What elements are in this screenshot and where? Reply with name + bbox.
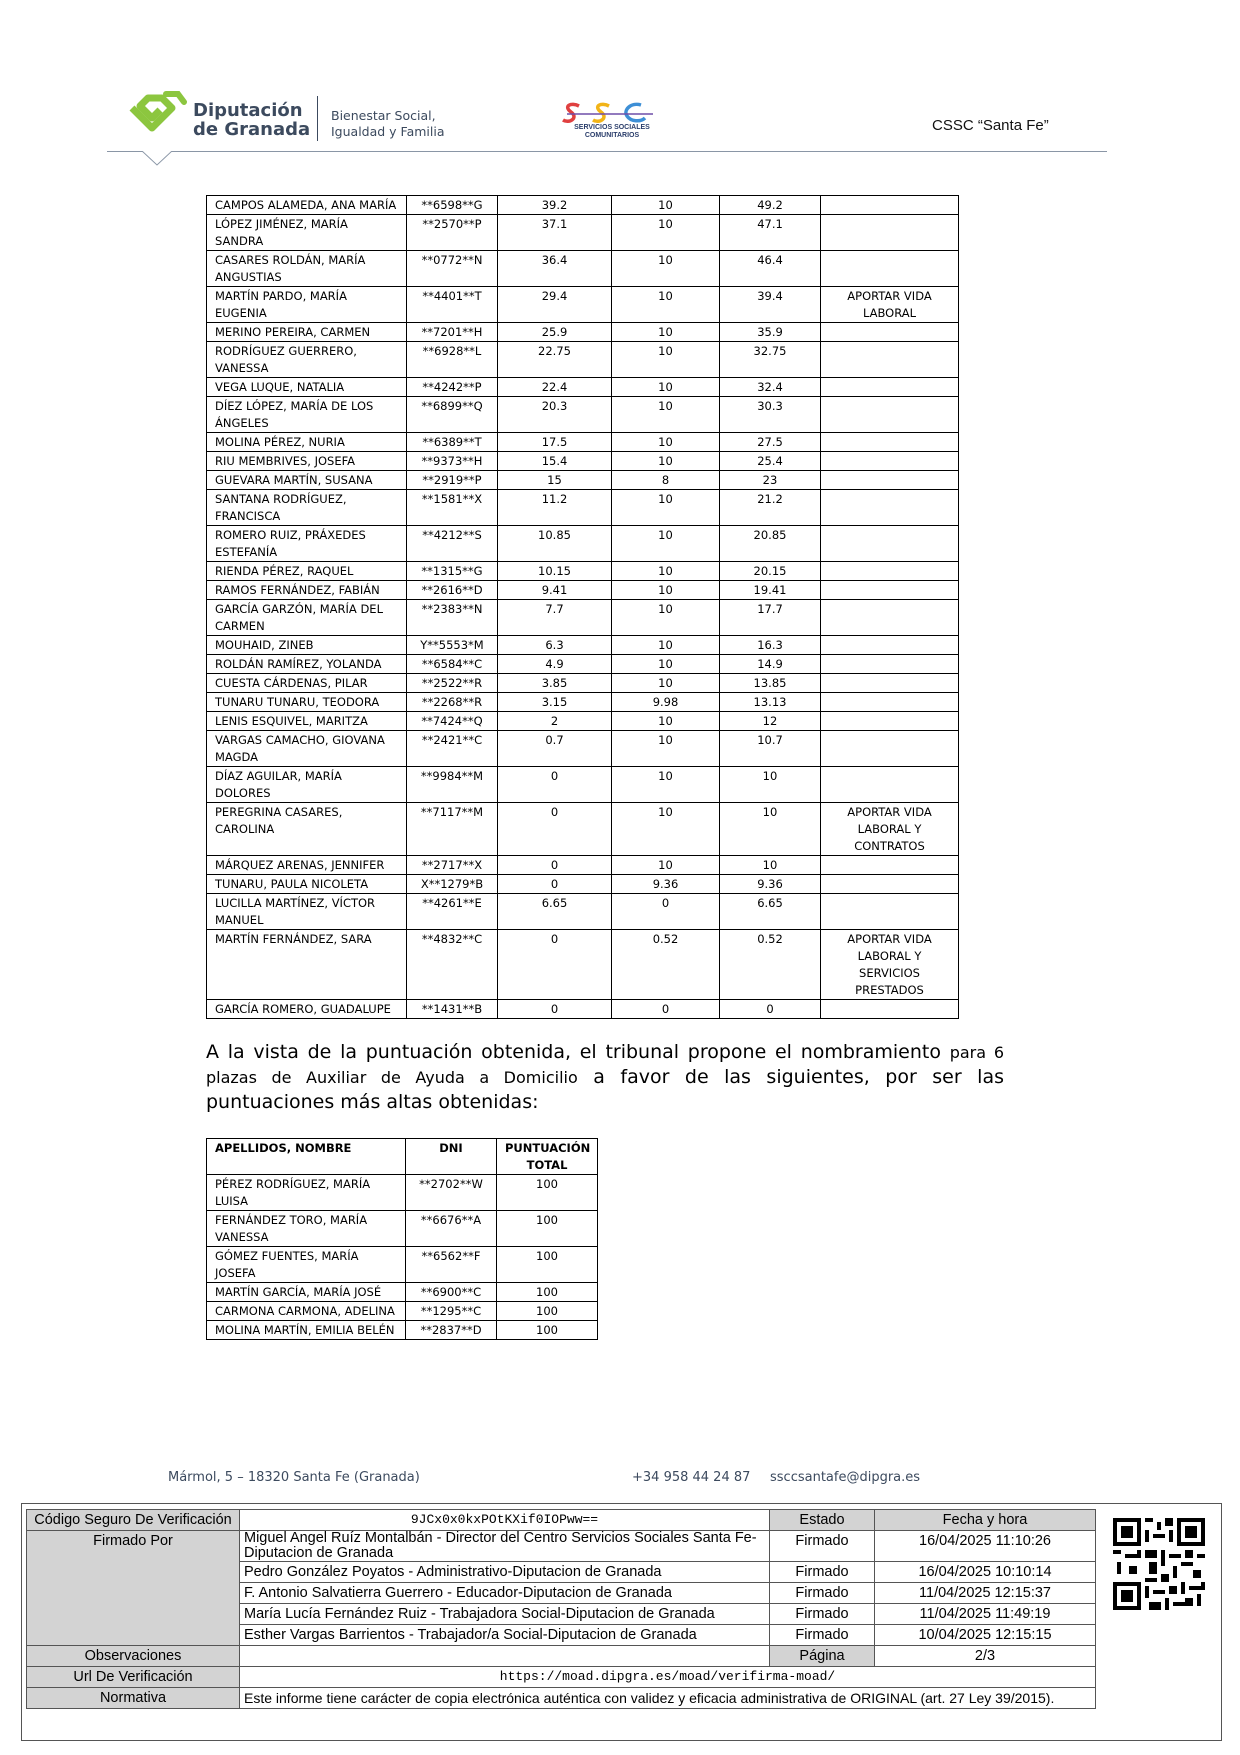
header-rule	[107, 151, 1107, 152]
candidate-name: LENIS ESQUIVEL, MARITZA	[207, 712, 407, 731]
candidate-observation	[821, 693, 959, 712]
selected-dni: **1295**C	[406, 1302, 497, 1321]
signer-date: 16/04/2025 10:10:14	[875, 1562, 1096, 1583]
table-row	[207, 731, 959, 767]
normativa-label: Normativa	[27, 1688, 240, 1709]
candidate-score-1: 9.41	[498, 581, 612, 600]
candidate-name: GARCÍA GARZÓN, MARÍA DEL CARMEN	[207, 600, 407, 636]
candidate-observation	[821, 433, 959, 452]
table-row	[207, 287, 959, 323]
table-row	[207, 452, 959, 471]
candidate-observation	[821, 581, 959, 600]
candidate-score-2: 10	[612, 378, 720, 397]
url-label: Url De Verificación	[27, 1667, 240, 1688]
candidate-score-2: 10	[612, 397, 720, 433]
candidate-observation	[821, 767, 959, 803]
csv-value: 9JCx0x0kxPOtKXif0IOPww==	[240, 1510, 770, 1531]
diputacion-logo-icon	[128, 88, 190, 138]
candidate-total: 23	[720, 471, 821, 490]
qr-code-icon	[1113, 1518, 1205, 1610]
candidate-dni: **7424**Q	[407, 712, 498, 731]
candidate-score-1: 0	[498, 803, 612, 856]
org-area	[331, 108, 445, 140]
candidate-total: 0.52	[720, 930, 821, 1000]
footer-phone: +34 958 44 24 87	[632, 1470, 751, 1485]
table-row	[207, 636, 959, 655]
candidate-observation	[821, 712, 959, 731]
candidate-observation	[821, 342, 959, 378]
table-row	[207, 930, 959, 1000]
candidate-score-1: 15.4	[498, 452, 612, 471]
table-row	[207, 196, 959, 215]
candidate-score-2: 10	[612, 196, 720, 215]
candidate-name: DÍAZ AGUILAR, MARÍA DOLORES	[207, 767, 407, 803]
table-row	[207, 526, 959, 562]
signer-status: Firmado	[770, 1583, 875, 1604]
candidate-observation	[821, 856, 959, 875]
candidate-dni: **4261**E	[407, 894, 498, 930]
signer-status: Firmado	[770, 1604, 875, 1625]
candidate-score-1: 0	[498, 856, 612, 875]
candidate-score-1: 7.7	[498, 600, 612, 636]
proposal-text-part1: A la vista de la puntuación obtenida, el tribunal propone el nombramiento	[206, 1041, 950, 1063]
candidate-score-1: 20.3	[498, 397, 612, 433]
candidate-total: 10.7	[720, 731, 821, 767]
candidate-name: DÍEZ LÓPEZ, MARÍA DE LOS ÁNGELES	[207, 397, 407, 433]
candidate-score-1: 29.4	[498, 287, 612, 323]
candidate-observation	[821, 397, 959, 433]
candidate-dni: **7201**H	[407, 323, 498, 342]
candidate-name: LÓPEZ JIMÉNEZ, MARÍA SANDRA	[207, 215, 407, 251]
ssc-logo-text	[557, 124, 667, 140]
signer-status: Firmado	[770, 1531, 875, 1562]
ssc-logo-icon	[557, 100, 667, 126]
candidate-score-1: 25.9	[498, 323, 612, 342]
firmado-por-label: Firmado Por	[27, 1531, 240, 1646]
candidate-name: MERINO PEREIRA, CARMEN	[207, 323, 407, 342]
signer-name: María Lucía Fernández Ruiz - Trabajadora Social-Diputacion de Granada	[240, 1604, 770, 1625]
candidate-name: CASARES ROLDÁN, MARÍA ANGUSTIAS	[207, 251, 407, 287]
candidate-name: RIENDA PÉREZ, RAQUEL	[207, 562, 407, 581]
candidate-total: 27.5	[720, 433, 821, 452]
candidate-score-2: 0.52	[612, 930, 720, 1000]
candidate-dni: X**1279*B	[407, 875, 498, 894]
candidate-dni: **7117**M	[407, 803, 498, 856]
candidate-name: GARCÍA ROMERO, GUADALUPE	[207, 1000, 407, 1019]
proposal-text-part3: a favor de las siguientes, por ser las puntuaciones más altas obtenidas:	[206, 1066, 1004, 1113]
ssc-logo	[557, 100, 667, 144]
center-name: CSSC “Santa Fe”	[932, 117, 1049, 134]
candidate-score-2: 10	[612, 581, 720, 600]
fecha-label: Fecha y hora	[875, 1510, 1096, 1531]
candidate-total: 6.65	[720, 894, 821, 930]
candidate-observation	[821, 251, 959, 287]
candidate-score-1: 0	[498, 1000, 612, 1019]
candidate-dni: **9373**H	[407, 452, 498, 471]
candidate-score-1: 39.2	[498, 196, 612, 215]
candidate-total: 35.9	[720, 323, 821, 342]
table-row	[207, 712, 959, 731]
candidate-name: CAMPOS ALAMEDA, ANA MARÍA	[207, 196, 407, 215]
signer-date: 11/04/2025 12:15:37	[875, 1583, 1096, 1604]
url-row	[27, 1667, 1096, 1688]
header-notch-icon	[142, 151, 172, 169]
footer-email[interactable]: ssccsantafe@dipgra.es	[770, 1470, 921, 1485]
selected-total: 100	[497, 1302, 598, 1321]
candidate-total: 12	[720, 712, 821, 731]
candidate-dni: **2570**P	[407, 215, 498, 251]
table-row	[207, 1211, 598, 1247]
selected-total: 100	[497, 1321, 598, 1340]
candidate-score-2: 10	[612, 452, 720, 471]
selected-dni: **2702**W	[406, 1175, 497, 1211]
org-area-line2: Igualdad y Familia	[331, 124, 445, 139]
candidate-score-1: 4.9	[498, 655, 612, 674]
signer-status: Firmado	[770, 1562, 875, 1583]
candidate-observation	[821, 655, 959, 674]
selected-total: 100	[497, 1283, 598, 1302]
candidate-total: 14.9	[720, 655, 821, 674]
page-header	[0, 0, 1240, 175]
table-row	[207, 562, 959, 581]
candidate-observation: APORTAR VIDA LABORAL Y SERVICIOS PRESTADOS	[821, 930, 959, 1000]
candidate-score-2: 10	[612, 636, 720, 655]
candidate-name: PEREGRINA CASARES, CAROLINA	[207, 803, 407, 856]
scores-table-body	[207, 196, 959, 1019]
candidate-total: 49.2	[720, 196, 821, 215]
table-row	[207, 1000, 959, 1019]
column-header-dni: DNI	[406, 1139, 497, 1175]
candidate-dni: **1315**G	[407, 562, 498, 581]
candidate-score-1: 10.85	[498, 526, 612, 562]
candidate-observation	[821, 562, 959, 581]
candidate-score-2: 9.98	[612, 693, 720, 712]
table-row	[207, 693, 959, 712]
observaciones-label: Observaciones	[27, 1646, 240, 1667]
selected-name: MOLINA MARTÍN, EMILIA BELÉN	[207, 1321, 406, 1340]
table-row	[207, 600, 959, 636]
candidate-total: 10	[720, 803, 821, 856]
candidate-score-2: 10	[612, 674, 720, 693]
candidate-observation	[821, 215, 959, 251]
candidate-total: 17.7	[720, 600, 821, 636]
table-row	[207, 1175, 598, 1211]
candidate-dni: **2616**D	[407, 581, 498, 600]
candidate-name: GUEVARA MARTÍN, SUSANA	[207, 471, 407, 490]
candidate-total: 32.75	[720, 342, 821, 378]
candidate-dni: **2268**R	[407, 693, 498, 712]
org-name-line2: de Granada	[193, 119, 311, 140]
candidate-dni: **4401**T	[407, 287, 498, 323]
candidate-dni: **2919**P	[407, 471, 498, 490]
candidate-observation	[821, 378, 959, 397]
table-row	[207, 767, 959, 803]
candidate-observation	[821, 636, 959, 655]
org-name-line1: Diputación	[193, 100, 303, 121]
candidate-dni: **4242**P	[407, 378, 498, 397]
candidate-score-1: 2	[498, 712, 612, 731]
candidate-name: VEGA LUQUE, NATALIA	[207, 378, 407, 397]
signature-table-body	[27, 1510, 1096, 1709]
selected-table	[206, 1138, 598, 1340]
candidate-score-2: 10	[612, 323, 720, 342]
signer-date: 16/04/2025 11:10:26	[875, 1531, 1096, 1562]
table-row	[207, 323, 959, 342]
selected-table-header-row	[207, 1139, 598, 1175]
selected-name: PÉREZ RODRÍGUEZ, MARÍA LUISA	[207, 1175, 406, 1211]
candidate-score-2: 10	[612, 712, 720, 731]
candidate-dni: **1431**B	[407, 1000, 498, 1019]
candidate-observation	[821, 600, 959, 636]
candidate-score-1: 6.65	[498, 894, 612, 930]
candidate-dni: **2383**N	[407, 600, 498, 636]
signer-name: F. Antonio Salvatierra Guerrero - Educador-Diputacion de Granada	[240, 1583, 770, 1604]
proposal-paragraph	[206, 1040, 1004, 1115]
org-name	[193, 101, 310, 139]
candidate-observation: APORTAR VIDA LABORAL	[821, 287, 959, 323]
candidate-score-1: 3.15	[498, 693, 612, 712]
selected-dni: **2837**D	[406, 1321, 497, 1340]
candidate-dni: **6899**Q	[407, 397, 498, 433]
candidate-name: MÁRQUEZ ARENAS, JENNIFER	[207, 856, 407, 875]
table-row	[207, 894, 959, 930]
candidate-total: 30.3	[720, 397, 821, 433]
table-row	[207, 674, 959, 693]
candidate-name: MARTÍN PARDO, MARÍA EUGENIA	[207, 287, 407, 323]
candidate-observation	[821, 1000, 959, 1019]
candidate-observation	[821, 674, 959, 693]
selected-name: CARMONA CARMONA, ADELINA	[207, 1302, 406, 1321]
signer-row	[27, 1531, 1096, 1562]
signer-date: 11/04/2025 11:49:19	[875, 1604, 1096, 1625]
table-row	[207, 215, 959, 251]
normativa-row	[27, 1688, 1096, 1709]
candidate-observation	[821, 196, 959, 215]
table-row	[207, 342, 959, 378]
candidate-score-2: 9.36	[612, 875, 720, 894]
observaciones-row	[27, 1646, 1096, 1667]
table-row	[207, 433, 959, 452]
candidate-total: 13.85	[720, 674, 821, 693]
ssc-logo-text-line2: COMUNITARIOS	[584, 132, 640, 139]
candidate-observation	[821, 471, 959, 490]
selected-dni: **6900**C	[406, 1283, 497, 1302]
candidate-total: 32.4	[720, 378, 821, 397]
table-row	[207, 1247, 598, 1283]
selected-table-body	[207, 1175, 598, 1340]
candidate-observation: APORTAR VIDA LABORAL Y CONTRATOS	[821, 803, 959, 856]
candidate-score-2: 10	[612, 526, 720, 562]
candidate-dni: **6598**G	[407, 196, 498, 215]
candidate-dni: **4832**C	[407, 930, 498, 1000]
selected-dni: **6562**F	[406, 1247, 497, 1283]
url-value[interactable]: https://moad.dipgra.es/moad/verifirma-moad/	[240, 1667, 1096, 1688]
candidate-dni: **2717**X	[407, 856, 498, 875]
candidate-score-1: 15	[498, 471, 612, 490]
estado-label: Estado	[770, 1510, 875, 1531]
candidate-score-1: 10.15	[498, 562, 612, 581]
table-row	[207, 581, 959, 600]
table-row	[207, 655, 959, 674]
candidate-score-2: 10	[612, 767, 720, 803]
table-row	[207, 490, 959, 526]
candidate-score-2: 10	[612, 215, 720, 251]
candidate-total: 20.15	[720, 562, 821, 581]
signer-name: Pedro González Poyatos - Administrativo-Diputacion de Granada	[240, 1562, 770, 1583]
candidate-score-2: 10	[612, 600, 720, 636]
header-separator	[317, 96, 318, 141]
signer-name: Miguel Angel Ruíz Montalbán - Director del Centro Servicios Sociales Santa Fe-Diputacion de Granada	[240, 1531, 770, 1562]
candidate-name: MOUHAID, ZINEB	[207, 636, 407, 655]
candidate-score-1: 11.2	[498, 490, 612, 526]
candidate-name: RIU MEMBRIVES, JOSEFA	[207, 452, 407, 471]
candidate-score-1: 0	[498, 875, 612, 894]
candidate-score-2: 10	[612, 562, 720, 581]
candidate-total: 10	[720, 856, 821, 875]
candidate-total: 19.41	[720, 581, 821, 600]
candidate-total: 25.4	[720, 452, 821, 471]
candidate-total: 16.3	[720, 636, 821, 655]
candidate-observation	[821, 452, 959, 471]
normativa-value: Este informe tiene carácter de copia electrónica auténtica con validez y eficacia administrativa de ORIGINAL (art. 27 Ley 39/2015).	[240, 1688, 1096, 1709]
candidate-name: ROLDÁN RAMÍREZ, YOLANDA	[207, 655, 407, 674]
candidate-score-2: 10	[612, 490, 720, 526]
candidate-dni: **2421**C	[407, 731, 498, 767]
candidate-score-1: 6.3	[498, 636, 612, 655]
scores-table	[206, 195, 959, 1019]
selected-total: 100	[497, 1211, 598, 1247]
table-row	[207, 251, 959, 287]
table-row	[207, 471, 959, 490]
column-header-total: PUNTUACIÓN TOTAL	[497, 1139, 598, 1175]
signer-name: Esther Vargas Barrientos - Trabajador/a Social-Diputacion de Granada	[240, 1625, 770, 1646]
org-area-line1: Bienestar Social,	[331, 108, 436, 123]
candidate-observation	[821, 526, 959, 562]
candidate-dni: **6928**L	[407, 342, 498, 378]
candidate-dni: **6389**T	[407, 433, 498, 452]
candidate-score-2: 10	[612, 433, 720, 452]
candidate-name: RAMOS FERNÁNDEZ, FABIÁN	[207, 581, 407, 600]
candidate-name: SANTANA RODRÍGUEZ, FRANCISCA	[207, 490, 407, 526]
candidate-score-2: 0	[612, 894, 720, 930]
candidate-score-1: 36.4	[498, 251, 612, 287]
signer-status: Firmado	[770, 1625, 875, 1646]
candidate-score-1: 0	[498, 930, 612, 1000]
candidate-total: 13.13	[720, 693, 821, 712]
table-row	[207, 397, 959, 433]
candidate-observation	[821, 731, 959, 767]
selected-name: GÓMEZ FUENTES, MARÍA JOSEFA	[207, 1247, 406, 1283]
candidate-dni: **9984**M	[407, 767, 498, 803]
candidate-total: 0	[720, 1000, 821, 1019]
candidate-score-2: 10	[612, 342, 720, 378]
candidate-score-1: 0.7	[498, 731, 612, 767]
candidate-score-1: 3.85	[498, 674, 612, 693]
candidate-score-1: 37.1	[498, 215, 612, 251]
proposal-text-part2: para 6 plazas de Auxiliar de Ayuda a Domicilio	[206, 1043, 1004, 1087]
candidate-score-2: 10	[612, 731, 720, 767]
signer-date: 10/04/2025 12:15:15	[875, 1625, 1096, 1646]
candidate-name: RODRÍGUEZ GUERRERO, VANESSA	[207, 342, 407, 378]
candidate-total: 21.2	[720, 490, 821, 526]
candidate-score-2: 10	[612, 287, 720, 323]
candidate-name: VARGAS CAMACHO, GIOVANA MAGDA	[207, 731, 407, 767]
table-row	[207, 1321, 598, 1340]
footer-address: Mármol, 5 – 18320 Santa Fe (Granada)	[168, 1470, 420, 1485]
candidate-dni: **0772**N	[407, 251, 498, 287]
column-header-name: APELLIDOS, NOMBRE	[207, 1139, 406, 1175]
candidate-dni: **4212**S	[407, 526, 498, 562]
candidate-dni: **6584**C	[407, 655, 498, 674]
candidate-name: LUCILLA MARTÍNEZ, VÍCTOR MANUEL	[207, 894, 407, 930]
table-row	[207, 856, 959, 875]
selected-total: 100	[497, 1247, 598, 1283]
candidate-total: 46.4	[720, 251, 821, 287]
candidate-total: 39.4	[720, 287, 821, 323]
csv-label: Código Seguro De Verificación	[27, 1510, 240, 1531]
table-row	[207, 1283, 598, 1302]
candidate-dni: **1581**X	[407, 490, 498, 526]
candidate-observation	[821, 875, 959, 894]
table-row	[207, 803, 959, 856]
candidate-observation	[821, 490, 959, 526]
pagina-value: 2/3	[875, 1646, 1096, 1667]
candidate-dni: **2522**R	[407, 674, 498, 693]
candidate-score-1: 0	[498, 767, 612, 803]
table-row	[207, 1302, 598, 1321]
observaciones-value	[240, 1646, 770, 1667]
candidate-name: MARTÍN FERNÁNDEZ, SARA	[207, 930, 407, 1000]
candidate-score-2: 10	[612, 856, 720, 875]
candidate-score-1: 22.75	[498, 342, 612, 378]
table-row	[207, 875, 959, 894]
candidate-total: 20.85	[720, 526, 821, 562]
candidate-dni: Y**5553*M	[407, 636, 498, 655]
candidate-score-2: 0	[612, 1000, 720, 1019]
ssc-logo-text-line1: SERVICIOS SOCIALES	[574, 124, 650, 131]
candidate-name: MOLINA PÉREZ, NURIA	[207, 433, 407, 452]
signature-table	[26, 1509, 1096, 1709]
candidate-total: 10	[720, 767, 821, 803]
candidate-name: TUNARU, PAULA NICOLETA	[207, 875, 407, 894]
candidate-score-2: 10	[612, 251, 720, 287]
candidate-total: 9.36	[720, 875, 821, 894]
candidate-observation	[821, 323, 959, 342]
candidate-total: 47.1	[720, 215, 821, 251]
candidate-name: ROMERO RUIZ, PRÁXEDES ESTEFANÍA	[207, 526, 407, 562]
signature-header-row	[27, 1510, 1096, 1531]
candidate-score-2: 10	[612, 803, 720, 856]
candidate-score-1: 22.4	[498, 378, 612, 397]
candidate-name: CUESTA CÁRDENAS, PILAR	[207, 674, 407, 693]
selected-name: FERNÁNDEZ TORO, MARÍA VANESSA	[207, 1211, 406, 1247]
candidate-score-2: 8	[612, 471, 720, 490]
candidate-score-2: 10	[612, 655, 720, 674]
selected-total: 100	[497, 1175, 598, 1211]
candidate-score-1: 17.5	[498, 433, 612, 452]
selected-name: MARTÍN GARCÍA, MARÍA JOSÉ	[207, 1283, 406, 1302]
selected-dni: **6676**A	[406, 1211, 497, 1247]
pagina-label: Página	[770, 1646, 875, 1667]
candidate-observation	[821, 894, 959, 930]
table-row	[207, 378, 959, 397]
candidate-name: TUNARU TUNARU, TEODORA	[207, 693, 407, 712]
